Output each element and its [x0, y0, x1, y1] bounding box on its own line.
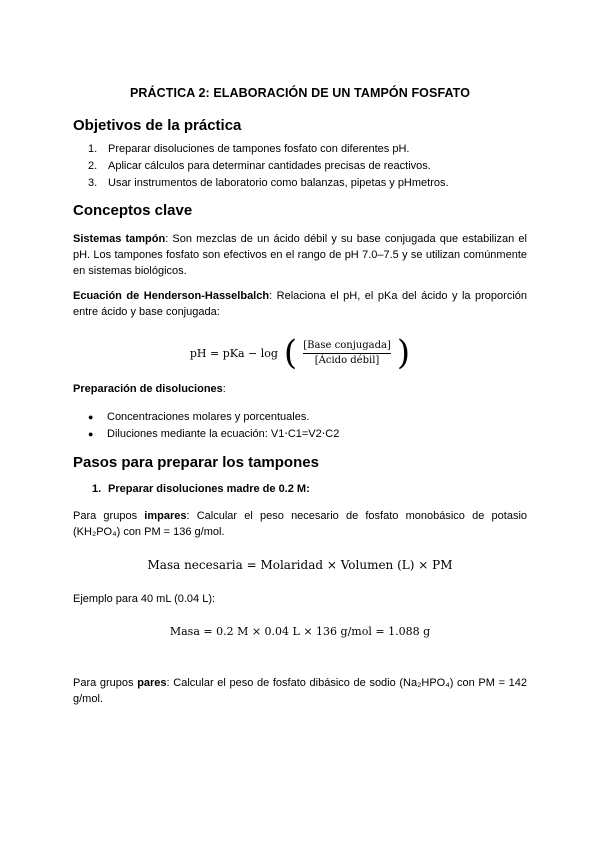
list-item: [88, 141, 449, 158]
masa-formula: Masa necesaria = Molaridad × Volumen (L) × PM: [147, 558, 453, 572]
list-item-text: Concentraciones molares y porcentuales.: [107, 411, 310, 423]
impares-paragraph: [73, 508, 527, 540]
ejemplo-text: Ejemplo para 40 mL (0.04 L):: [73, 593, 216, 605]
sistemas-tampon-term: Sistemas tampón: [73, 233, 166, 245]
ejemplo-formula: Masa = 0.2 M × 0.04 L × 136 g/mol = 1.088 g: [169, 625, 431, 638]
formula-fraction: [303, 339, 391, 368]
list-number: 2.: [88, 160, 98, 172]
list-item-text: Aplicar cálculos para determinar cantidades precisas de reactivos.: [108, 160, 431, 172]
right-paren: ): [396, 333, 411, 373]
step-label: Preparar disoluciones madre de 0.2 M:: [108, 483, 310, 495]
pasos-heading: Pasos para preparar los tampones: [73, 454, 319, 471]
bullet-icon: ●: [88, 428, 94, 439]
step-number: 1.: [92, 483, 102, 495]
objetivos-heading: Objetivos de la práctica: [73, 117, 242, 134]
list-item-text: Diluciones mediante la ecuación: V1⋅C1=V2⋅C2: [107, 427, 340, 440]
objetivos-list: [88, 141, 449, 192]
henderson-term: Ecuación de Henderson-Hasselbalch: [73, 290, 270, 302]
list-number: 3.: [88, 177, 98, 189]
impares-term: impares: [144, 510, 187, 522]
list-item: [88, 175, 449, 192]
pares-term: pares: [137, 677, 167, 689]
document-title: PRÁCTICA 2: ELABORACIÓN DE UN TAMPÓN FOSFATO: [129, 86, 471, 100]
list-item: [88, 158, 449, 175]
list-item: [88, 409, 339, 426]
step-1: [92, 483, 310, 495]
impares-text: : Calcular el peso necesario de fosfato monobásico de potasio (KH₂PO₄) con PM = 136 g/mol.: [73, 510, 528, 538]
pares-text: : Calcular el peso de fosfato dibásico de sodio (Na₂HPO₄) con PM = 142 g/mol.: [73, 677, 527, 705]
formula-left: pH = pKa − log: [189, 346, 278, 360]
list-number: 1.: [88, 143, 98, 155]
sistemas-tampon-paragraph: [73, 231, 527, 279]
preparacion-list: [88, 409, 339, 442]
conceptos-heading: Conceptos clave: [73, 202, 193, 219]
preparacion-colon: :: [222, 383, 226, 395]
henderson-text: : Relaciona el pH, el pKa del ácido y la proporción entre ácido y base conjugada:: [73, 290, 528, 318]
impares-prefix: Para grupos: [73, 510, 145, 522]
preparacion-term: Preparación de disoluciones: [73, 383, 223, 395]
list-item: [88, 426, 339, 443]
list-item-text: Usar instrumentos de laboratorio como balanzas, pipetas y pHmetros.: [108, 177, 449, 189]
bullet-icon: ●: [88, 412, 94, 422]
list-item-text: Preparar disoluciones de tampones fosfato con diferentes pH.: [108, 143, 410, 155]
formula-numerator: [Base conjugada]: [303, 339, 391, 351]
preparacion-heading: [73, 381, 527, 397]
sistemas-tampon-text: : Son mezclas de un ácido débil y su base conjugada que estabilizan el pH. Los tampones fosfato son efectivos en el rango de pH 7.0–7.5 y se utilizan comúnmente en sistemas biológicos.: [73, 233, 527, 277]
formula-denominator: [Ácido débil]: [314, 354, 380, 366]
henderson-formula: [0, 333, 600, 373]
pares-paragraph: [73, 675, 527, 707]
left-paren: (: [283, 333, 298, 373]
pares-prefix: Para grupos: [73, 677, 138, 689]
henderson-paragraph: [73, 288, 527, 320]
